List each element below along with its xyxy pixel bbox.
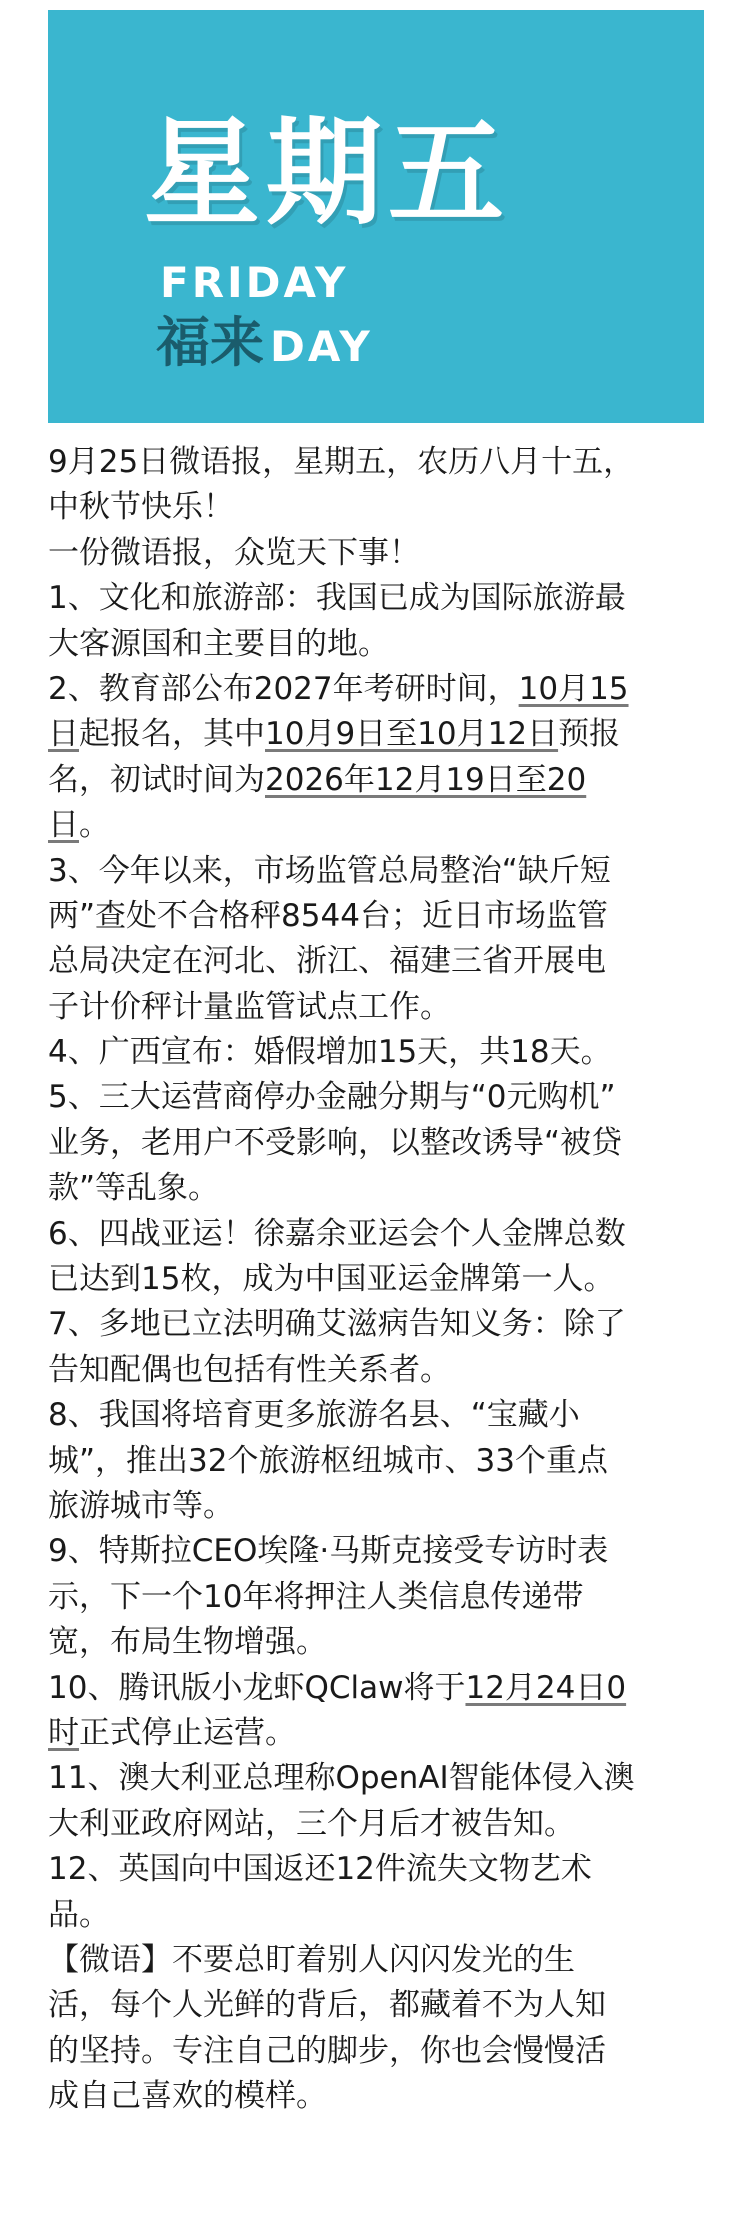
news-line: 的坚持。专注自己的脚步，你也会慢慢活 xyxy=(48,2032,606,2069)
news-line: 【微语】不要总盯着别人闪闪发光的生 xyxy=(48,1941,575,1978)
news-line: 示，下一个10年将押注人类信息传递带 xyxy=(48,1578,584,1615)
news-line: 12、英国向中国返还12件流失文物艺术 xyxy=(48,1851,592,1888)
news-line: 11、澳大利亚总理称OpenAI智能体侵入澳 xyxy=(48,1760,635,1797)
underlined-date: 10月9日至10月12日 xyxy=(265,716,559,753)
news-line: 6、四战亚运！徐嘉余亚运会个人金牌总数 xyxy=(48,1215,626,1252)
news-line: 总局决定在河北、浙江、福建三省开展电 xyxy=(48,943,606,980)
news-line: 成自己喜欢的模样。 xyxy=(48,2078,327,2115)
news-line: 1、文化和旅游部：我国已成为国际旅游最 xyxy=(48,580,626,617)
banner-bottom-row xyxy=(156,311,373,374)
news-line: 4、广西宣布：婚假增加15天，共18天。 xyxy=(48,1034,612,1071)
news-line: 3、今年以来，市场监管总局整治“缺斤短 xyxy=(48,852,611,889)
news-line: 已达到15枚，成为中国亚运金牌第一人。 xyxy=(48,1261,615,1298)
friday-banner xyxy=(48,10,704,423)
underlined-date: 2026年12月19日至20 xyxy=(265,761,587,798)
news-line: 告知配偶也包括有性关系者。 xyxy=(48,1351,451,1388)
news-line: 8、我国将培育更多旅游名县、“宝藏小 xyxy=(48,1397,580,1434)
news-line: 两”查处不合格秤8544台；近日市场监管 xyxy=(48,897,608,934)
news-line: 时正式停止运营。 xyxy=(48,1714,296,1751)
news-line: 大利亚政府网站，三个月后才被告知。 xyxy=(48,1805,575,1842)
underlined-date: 日 xyxy=(48,807,79,844)
news-line: 9月25日微语报，星期五，农历八月十五， xyxy=(48,444,635,480)
underlined-date: 日 xyxy=(48,716,79,753)
underlined-date: 时 xyxy=(48,1714,79,1751)
news-line: 名，初试时间为2026年12月19日至20 xyxy=(48,761,587,798)
banner-day-text: DAY xyxy=(270,322,373,371)
news-line: 5、三大运营商停办金融分期与“0元购机” xyxy=(48,1079,616,1116)
news-line: 旅游城市等。 xyxy=(48,1487,234,1524)
news-line: 2、教育部公布2027年考研时间，10月15 xyxy=(48,670,629,707)
news-line: 大客源国和主要目的地。 xyxy=(48,625,389,662)
news-line: 款”等乱象。 xyxy=(48,1170,220,1207)
news-line: 子计价秤计量监管试点工作。 xyxy=(48,988,451,1025)
news-line: 品。 xyxy=(48,1896,110,1933)
news-line: 9、特斯拉CEO埃隆·马斯克接受专访时表 xyxy=(48,1533,609,1570)
news-line: 活，每个人光鲜的背后，都藏着不为人知 xyxy=(48,1987,606,2024)
banner-friday-text: FRIDAY xyxy=(160,258,349,307)
news-line: 中秋节快乐！ xyxy=(48,489,234,526)
news-line: 7、多地已立法明确艾滋病告知义务：除了 xyxy=(48,1306,626,1343)
underlined-date: 12月24日0 xyxy=(465,1669,627,1706)
news-line: 一份微语报，众览天下事！ xyxy=(48,534,420,571)
news-line: 日起报名，其中10月9日至10月12日预报 xyxy=(48,716,621,753)
underlined-date: 10月15 xyxy=(518,670,629,707)
news-line: 宽，布局生物增强。 xyxy=(48,1624,327,1661)
news-line: 城”，推出32个旅游枢纽城市、33个重点 xyxy=(48,1442,608,1479)
news-line: 业务，老用户不受影响，以整改诱导“被贷 xyxy=(48,1124,623,1161)
news-line: 日。 xyxy=(48,807,110,844)
news-line: 10、腾讯版小龙虾QClaw将于12月24日0 xyxy=(48,1669,627,1706)
banner-fulai-text: 福来 xyxy=(156,311,264,374)
banner-title: 星期五 xyxy=(144,106,510,241)
news-body xyxy=(48,440,714,2119)
